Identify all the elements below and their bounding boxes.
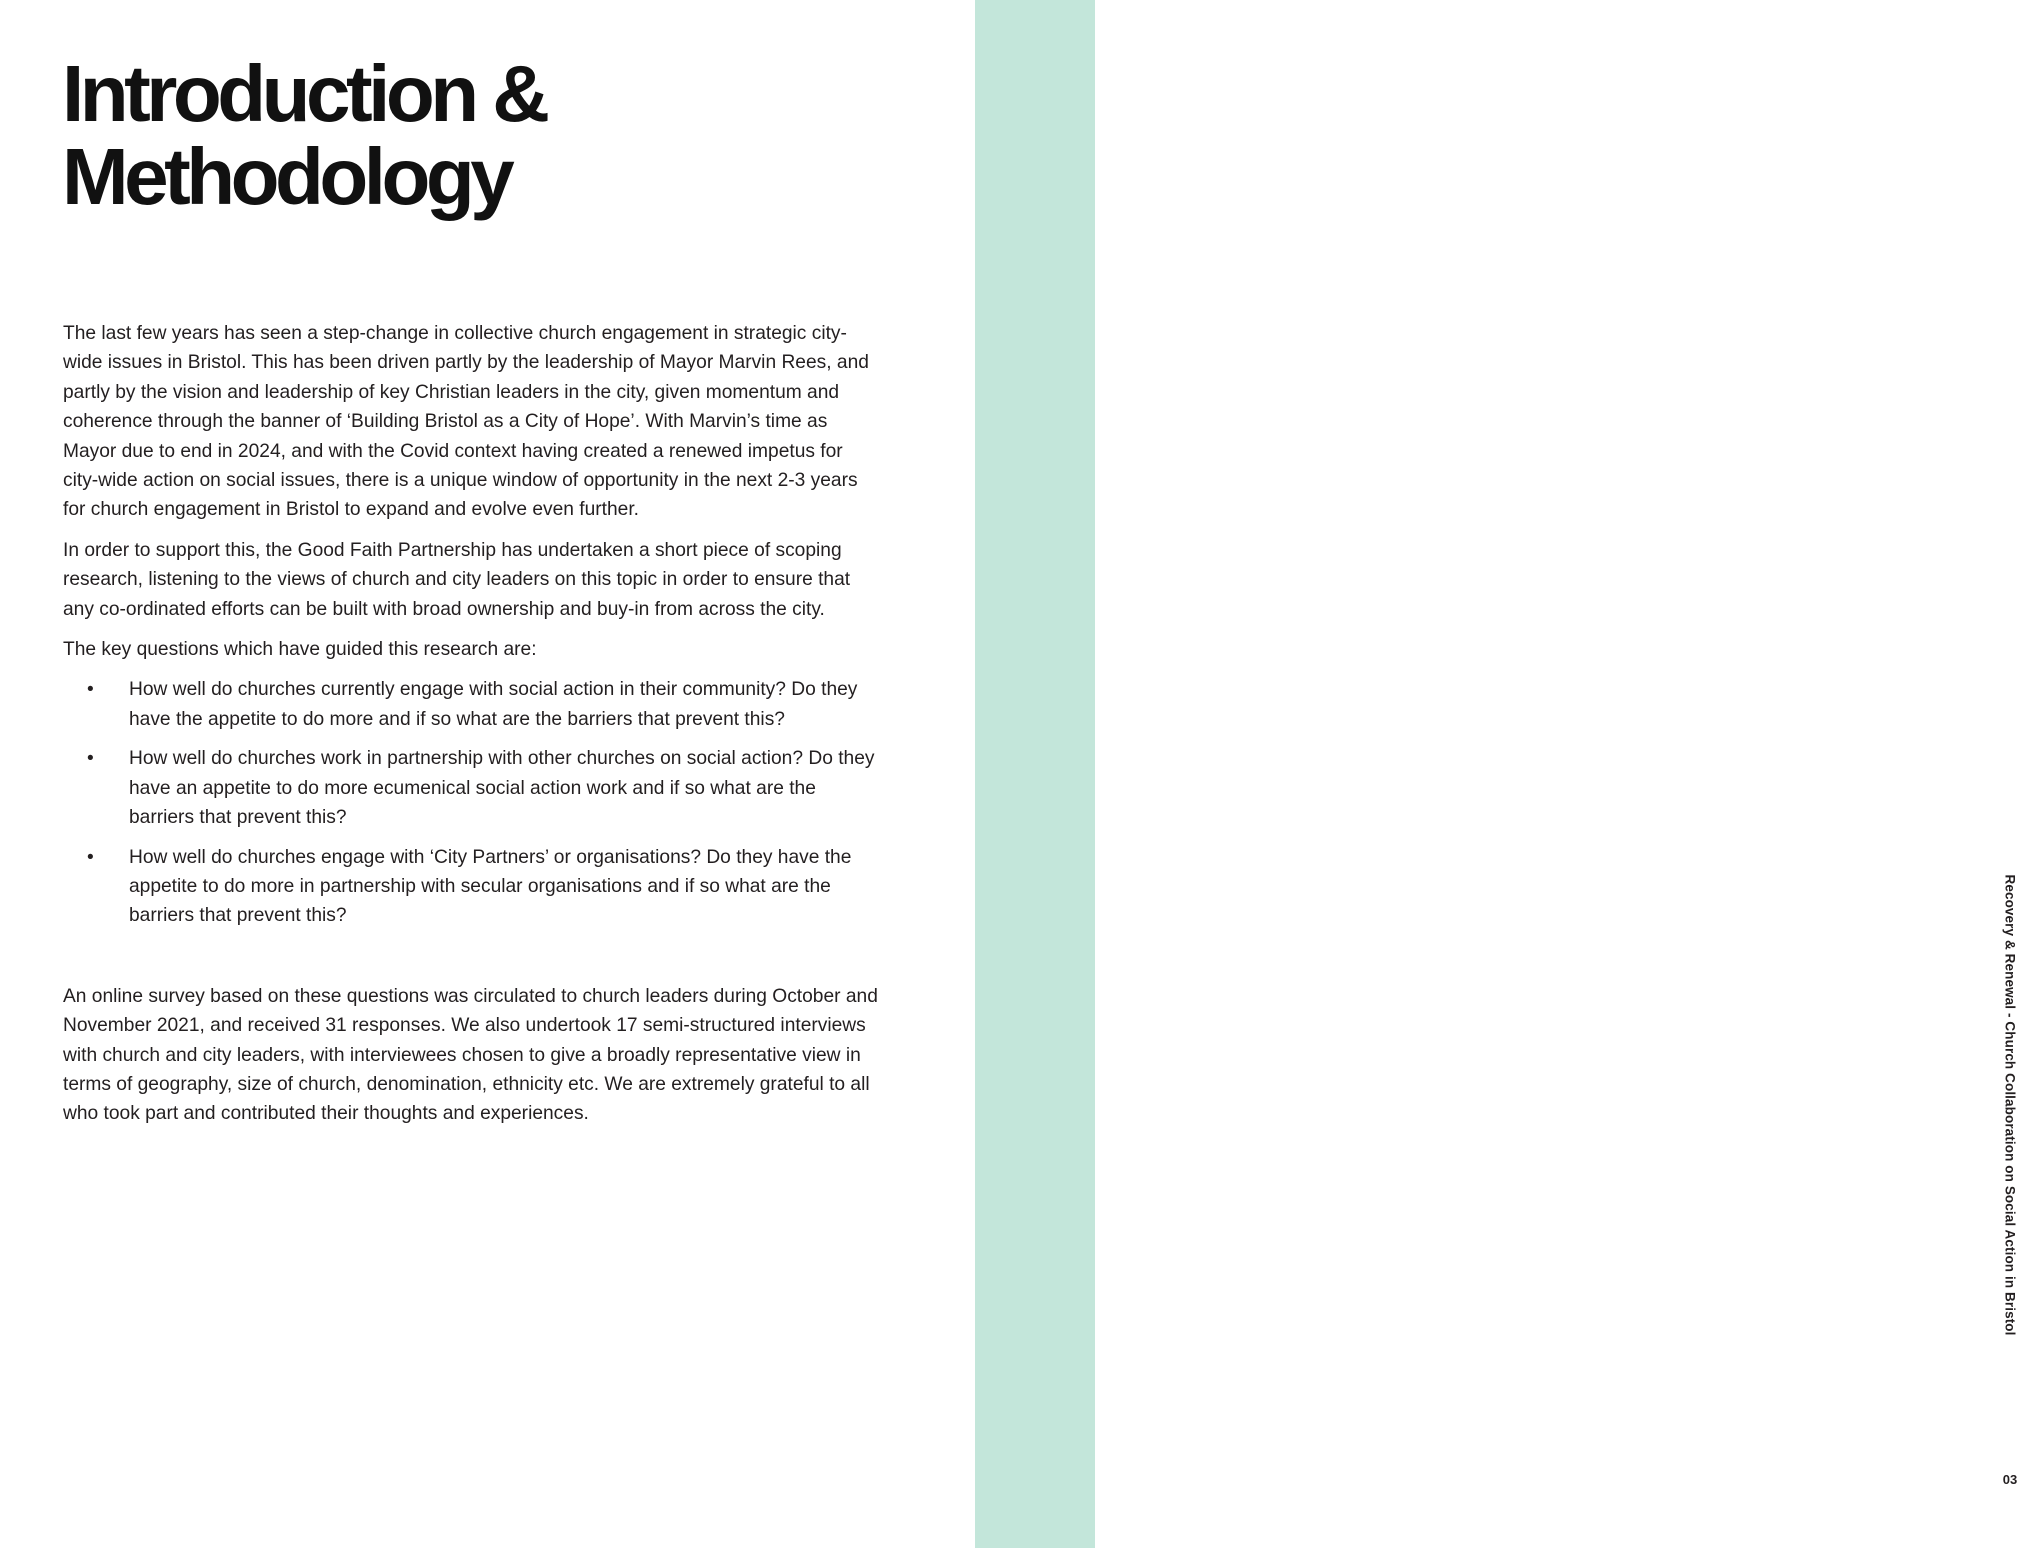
list-item	[63, 675, 883, 734]
bullet-icon: •	[87, 748, 94, 770]
page-title-line-1: Introduction &	[62, 49, 546, 138]
body-content	[63, 319, 883, 1140]
bullet-icon: •	[87, 846, 94, 868]
page-title	[62, 49, 942, 221]
page-title-line-2: Methodology	[62, 132, 511, 221]
page-number: 03	[2002, 1472, 2018, 1487]
running-title: Recovery & Renewal - Church Collaboration on Social Action in Bristol	[2002, 874, 2018, 1336]
question-text: How well do churches currently engage with social action in their community? Do they have the appetite to do more and if so what are the barriers that prevent this?	[129, 679, 858, 730]
list-item	[63, 744, 883, 832]
key-questions-list	[63, 675, 883, 930]
section-spacer	[63, 942, 883, 982]
questions-lead-in: The key questions which have guided this research are:	[63, 639, 537, 661]
intro-paragraph: The last few years has seen a step-change in collective church engagement in strategic city-wide issues in Bristol. This has been driven partly by the leadership of Mayor Marvin Rees, and partly by the vision and leadership of key Christian leaders in the city, given momentum and coherence through the banner of ‘Building Bristol as a City of Hope’. With Marvin’s time as Mayor due to end in 2024, and with the Covid context having created a renewed impetus for city-wide action on social issues, there is a unique window of opportunity in the next 2-3 years for church engagement in Bristol to expand and evolve even further.	[63, 323, 869, 521]
support-paragraph: In order to support this, the Good Faith Partnership has undertaken a short piece of scoping research, listening to the views of church and city leaders on this topic in order to ensure that any co-ordinated efforts can be built with broad ownership and buy-in from across the city.	[63, 539, 851, 620]
list-item	[63, 843, 883, 931]
sidebar	[975, 0, 2018, 1548]
bullet-icon: •	[87, 679, 94, 701]
question-text: How well do churches work in partnership with other churches on social action? Do they have an appetite to do more ecumenical social action work and if so what are the barriers that prevent this?	[129, 748, 875, 829]
question-text: How well do churches engage with ‘City Partners’ or organisations? Do they have the appetite to do more in partnership with secular organisations and if so what are the barriers that prevent this?	[129, 846, 852, 927]
methodology-paragraph: An online survey based on these questions was circulated to church leaders during October and November 2021, and received 31 responses. We also undertook 17 semi-structured interviews with church and city leaders, with interviewees chosen to give a broadly representative view in terms of geography, size of church, denomination, ethnicity etc. We are extremely grateful to all who took part and contributed their thoughts and experiences.	[63, 985, 878, 1125]
